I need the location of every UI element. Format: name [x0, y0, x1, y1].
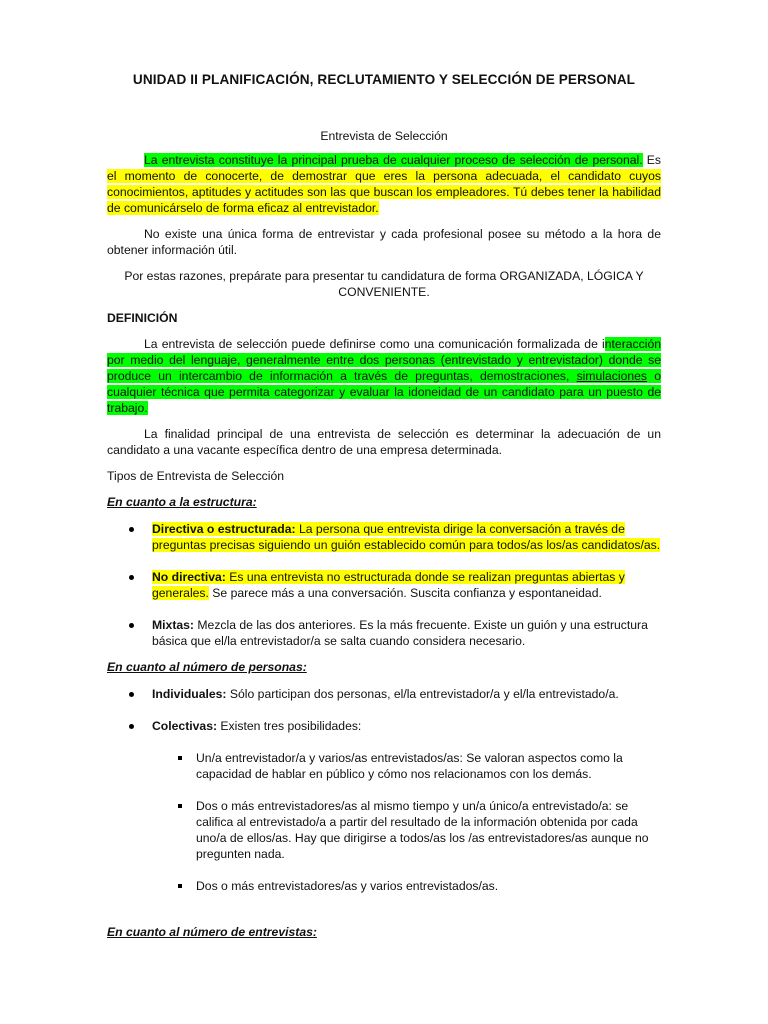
- list-item: Directiva o estructurada: La persona que entrevista dirige la conversación a través de preguntas precisas siguiendo un guión establecido común para todos/as los/as candidatos/as.: [107, 521, 661, 553]
- square-bullet-icon: [178, 884, 182, 888]
- interviews-heading: En cuanto al número de entrevistas:: [107, 925, 317, 939]
- document-body: [107, 128, 661, 940]
- definition-heading: DEFINICIÓN: [107, 311, 178, 325]
- bullet-icon: [129, 692, 134, 697]
- square-bullet-icon: [178, 756, 182, 760]
- methods-paragraph: No existe una única forma de entrevistar y cada profesional posee su método a la hora de obtener información útil.: [107, 227, 661, 257]
- list-item: Colectivas: Existen tres posibilidades:: [107, 718, 661, 734]
- sub-list-item: Un/a entrevistador/a y varios/as entrevistados/as: Se valoran aspectos como la capacidad de hablar en público y cómo nos relacionamos con los demás.: [107, 750, 661, 782]
- list-item: No directiva: Es una entrevista no estructurada donde se realizan preguntas abiertas y generales. Se parece más a una conversación. Suscita confianza y espontaneidad.: [107, 569, 661, 601]
- structure-heading: En cuanto a la estructura:: [107, 495, 257, 509]
- section-title: Entrevista de Selección: [320, 129, 448, 143]
- list-item: Mixtas: Mezcla de las dos anteriores. Es la más frecuente. Existe un guión y una estructura básica que el/la entrevistador/a se salta cuando considera necesario.: [107, 617, 661, 649]
- definition-paragraph: La entrevista de selección puede definirse como una comunicación formalizada de interacción por medio del lenguaje, generalmente entre dos personas (entrevistado y entrevistador) donde se produce un intercambio de información a través de preguntas, demostraciones, simulaciones o cualquier técnica que permita categorizar y evaluar la idoneidad de un candidato para un puesto de trabajo.: [107, 337, 661, 415]
- bullet-icon: [129, 527, 134, 532]
- bullet-icon: [129, 724, 134, 729]
- unit-title: UNIDAD II PLANIFICACIÓN, RECLUTAMIENTO Y SELECCIÓN DE PERSONAL: [132, 72, 636, 87]
- sub-list-item: Dos o más entrevistadores/as al mismo tiempo y un/a único/a entrevistado/a: se califica al entrevistado/a a partir del resultado de la información obtenida por cada uno/a de ellos/as. Hay que dirigirse a todos/as los /as entrevistadores/as aunque no pregunten nada.: [107, 798, 661, 862]
- bullet-icon: [129, 575, 134, 580]
- purpose-paragraph: La finalidad principal de una entrevista de selección es determinar la adecuación de un candidato a una vacante específica dentro de una empresa determinada.: [107, 427, 661, 457]
- sub-list-item: Dos o más entrevistadores/as y varios entrevistados/as.: [107, 878, 661, 894]
- square-bullet-icon: [178, 804, 182, 808]
- people-heading: En cuanto al número de personas:: [107, 660, 307, 674]
- bullet-icon: [129, 623, 134, 628]
- intro-paragraph: La entrevista constituye la principal prueba de cualquier proceso de selección de personal. Es el momento de conocerte, de demostrar que eres la persona adecuada, el candidato cuyos conocimientos, aptitudes y actitudes son las que buscan los empleadores. Tú debes tener la habilidad de comunicárselo de forma eficaz al entrevistador.: [107, 153, 662, 215]
- reasons-paragraph: Por estas razones, prepárate para presentar tu candidatura de forma ORGANIZADA, LÓGICA Y CONVENIENTE.: [124, 269, 644, 299]
- types-heading: Tipos de Entrevista de Selección: [107, 469, 285, 483]
- list-item: Individuales: Sólo participan dos personas, el/la entrevistador/a y el/la entrevistado/a.: [107, 686, 661, 702]
